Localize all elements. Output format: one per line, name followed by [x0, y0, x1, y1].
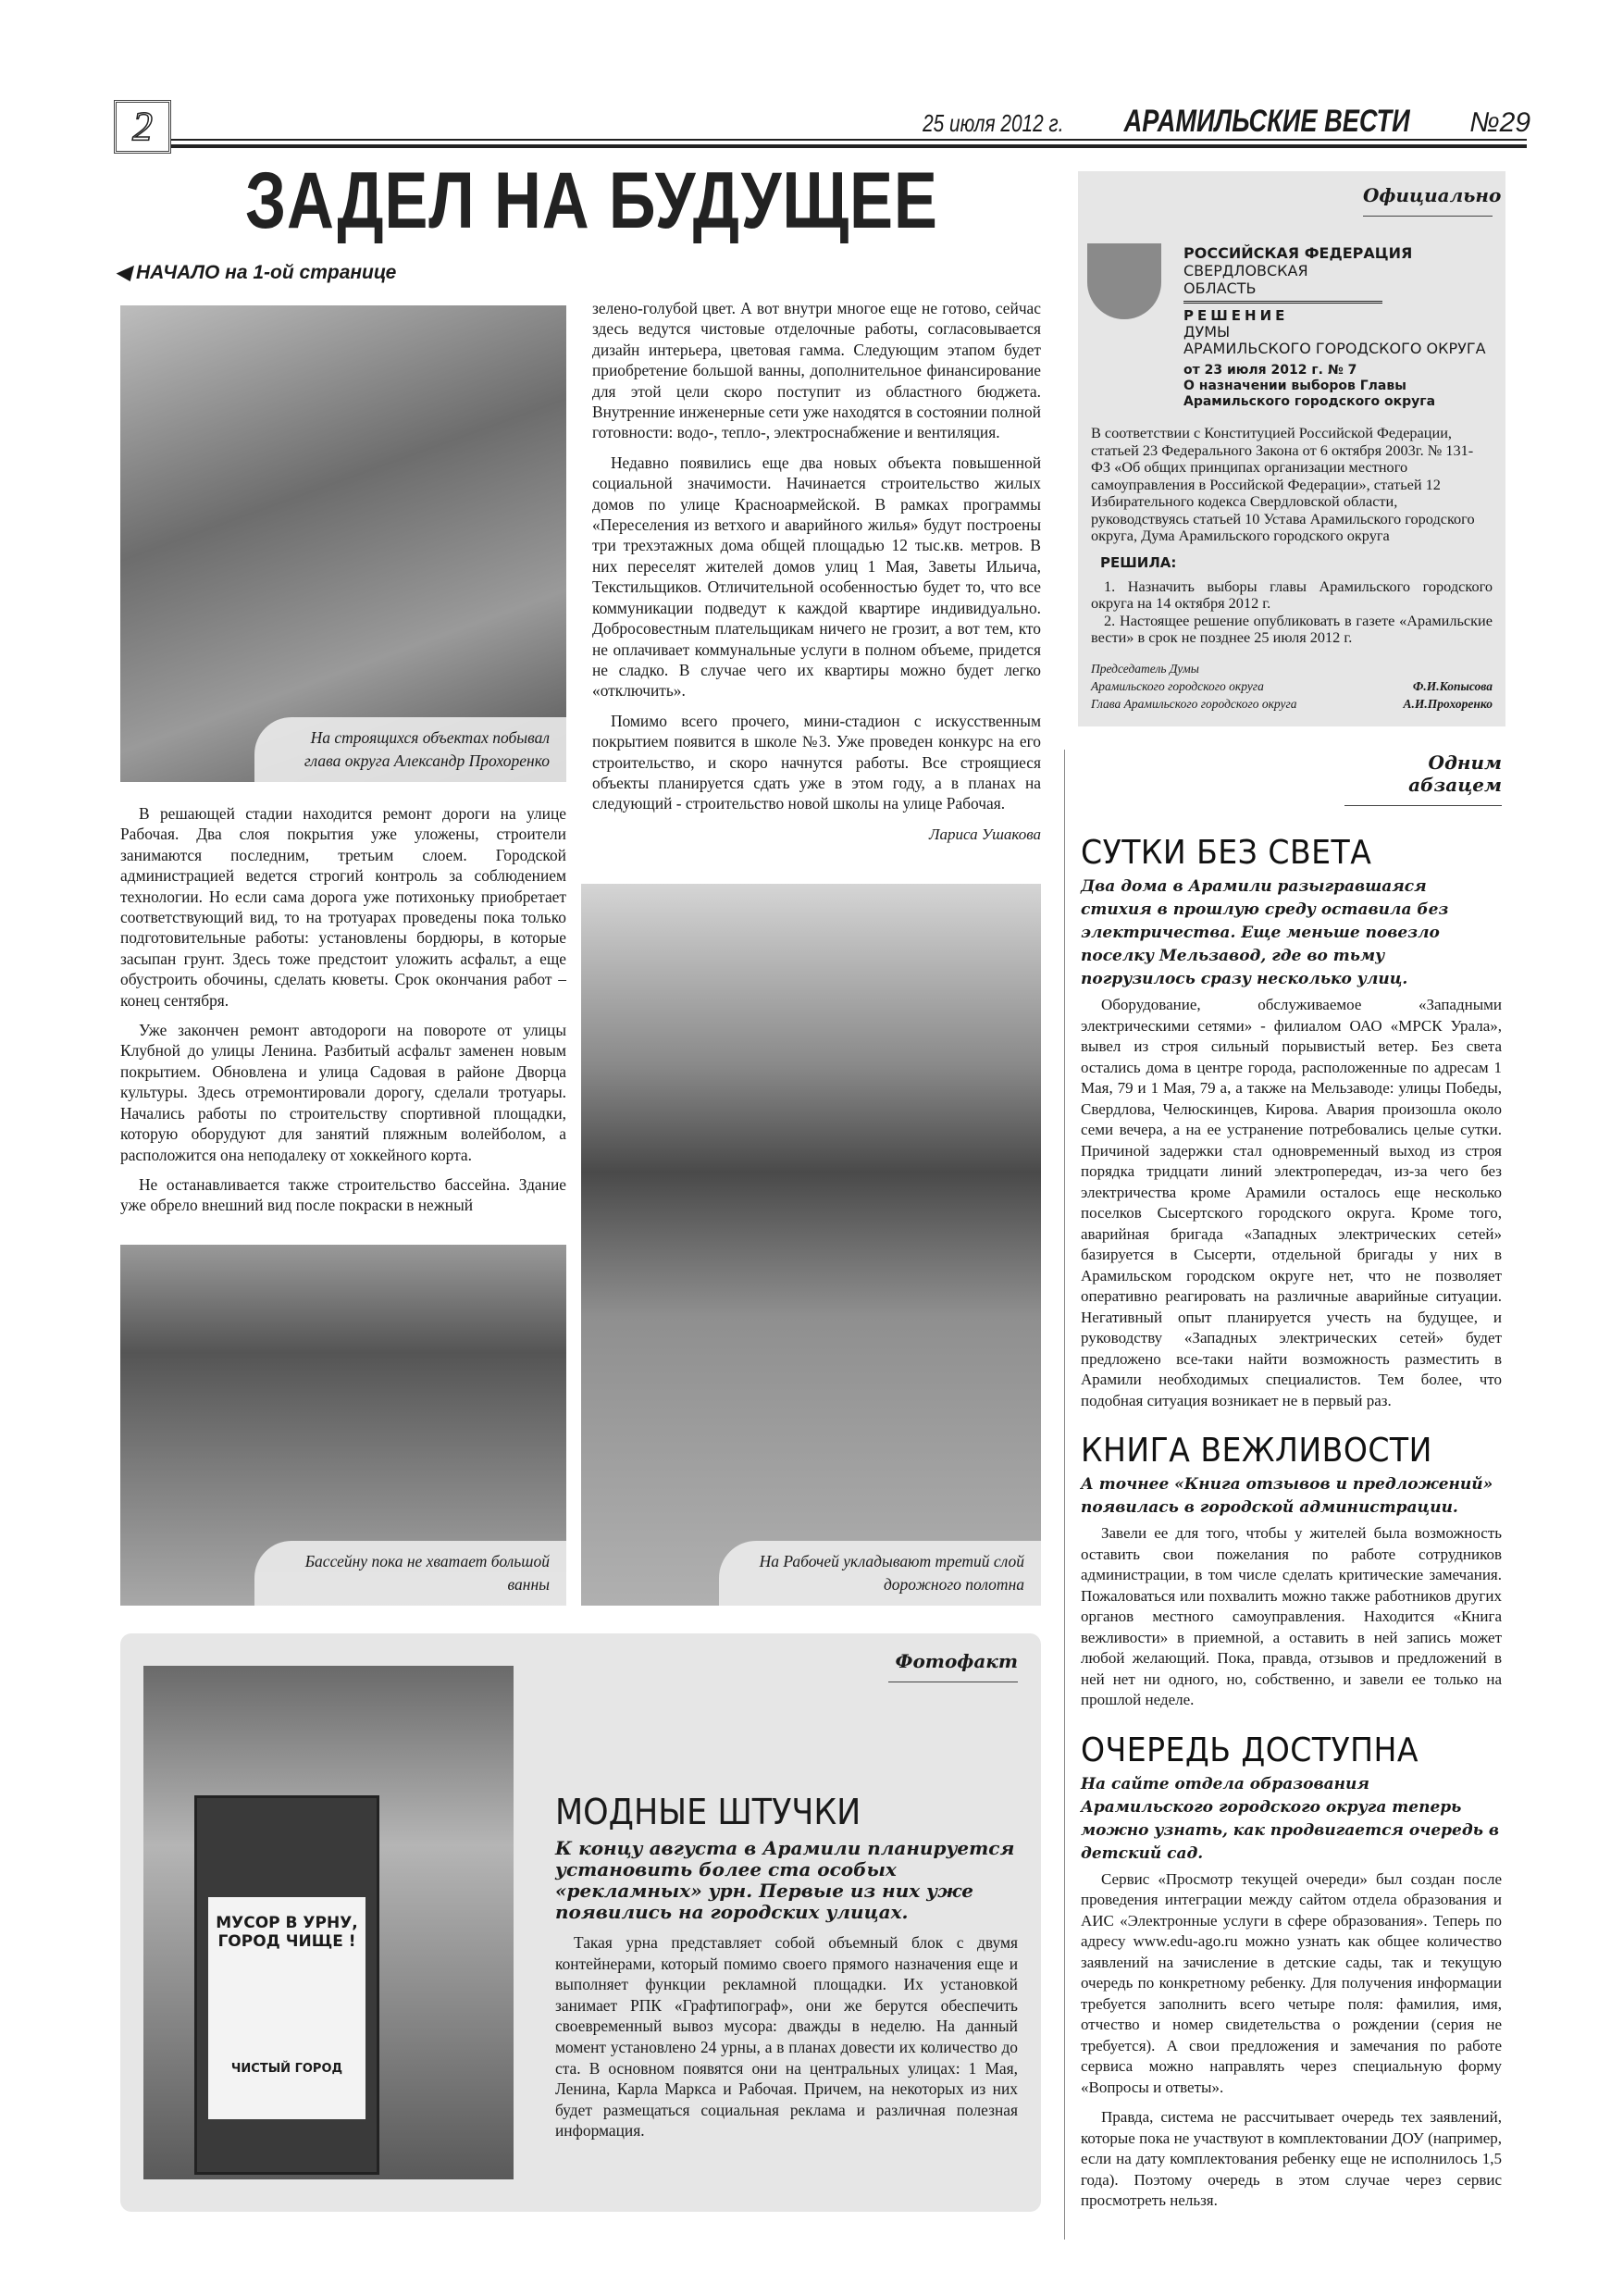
- byline: Лариса Ушакова: [929, 825, 1041, 843]
- photo-caption: Бассейну пока не хватает большой ванны: [254, 1541, 566, 1606]
- doc-date: от 23 июля 2012 г. № 7: [1183, 363, 1357, 378]
- doc-type: РЕШЕНИЕ: [1183, 307, 1289, 324]
- doc-body: ДУМЫ: [1183, 323, 1231, 341]
- brief-lead: На сайте отдела образования Арамильского городского округа теперь можно узнать, как продвигается очередь в детский сад.: [1081, 1774, 1499, 1863]
- photo-caption: На Рабочей укладывают третий слой дорожного полотна: [719, 1541, 1041, 1606]
- urn-sign-text-2: ЧИСТЫЙ ГОРОД: [230, 2062, 343, 2076]
- brief-title: ОЧЕРЕДЬ ДОСТУПНА: [1081, 1731, 1419, 1769]
- article-column-1: [120, 803, 566, 1216]
- country: РОССИЙСКАЯ ФЕДЕРАЦИЯ: [1183, 244, 1413, 262]
- column-divider: [1064, 750, 1065, 2240]
- brief-title: КНИГА ВЕЖЛИВОСТИ: [1081, 1432, 1432, 1470]
- rubric-label: Фотофакт: [888, 1650, 1018, 1682]
- photo-urn: [143, 1666, 514, 2179]
- masthead: [887, 104, 1530, 140]
- preamble: В соответствии с Конституцией Российской Федерации, статьей 23 Федерального Закона от 6 октября 2003г. № 131-ФЗ «Об общих принципах организации местного самоуправления в Российской Федерации», статьей 12 Избирательного кодекса Свердловской области, руководствуясь статьей 10 Устава Арамильского городского округа, Дума Арамильского городского округа: [1091, 424, 1475, 544]
- coat-of-arms-icon: [1087, 243, 1161, 319]
- brief-item: [1081, 1731, 1502, 2212]
- continued-from: ◀ НАЧАЛО на 1-ой странице: [116, 262, 397, 283]
- paragraph: Оборудование, обслуживаемое «Западными электрическими сетями» - филиалом ОАО «МРСК Урала», вывел из строя сильный порывистый ветер. Без света остались дома в центре города, расположенные по адресам 1 Мая, 79 и 1 Мая, 79 а, а также на Мельзаводе: улицы Победы, Свердлова, Челюскинцев, Кирова. Авария произошла около семи вечера, а на ее устранение потребовались целые сутки. Причиной задержки стал одновременный выход из строя порядка тридцати линий электропередач, из-за чего без электричества кроме Арамили осталось еще несколько поселков Сысертского городского округа. Кроме того, аварийная бригада «Западных электрических сетей» базируется в Сысерти, отдельной бригады у них в Арамильском городском округе нет, что не позволяет оперативно реагировать на различные аварийные ситуации. Негативный опыт планируется учесть на будущее, и руководству «Западных электрических сетей» будет предложено все-таки найти возможность разместить в Арамили необходимых специалистов. Тем более, что подобная ситуация возникает не в первый раз.: [1081, 996, 1502, 1409]
- briefs-section: [1081, 751, 1502, 2212]
- article-column-2: [592, 298, 1041, 844]
- header-rule: [171, 139, 1527, 148]
- rubric-label: Официально: [1363, 184, 1493, 217]
- photo-officials: [120, 305, 566, 782]
- paragraph: Завели ее для того, чтобы у жителей была возможность оставить свои пожелания по работе сотрудников администрации, в том числе сделать критические замечания. Пожаловаться или похвалить можно также работников других органов местного самоуправления. Находится «Книга вежливости» в приемной, а оставить в ней запись может любой желающий. Пока, правда, отзывов и предложений в ней нет ни одного, но, собственно, и завели ее только на прошлой неделе.: [1081, 1524, 1502, 1708]
- paragraph: Правда, система не рассчитывает очередь тех заявлений, которые пока не участвуют в комплектовании ДОУ (например, если на дату комплектования ребенку еще не исполнилось 1,5 года). Поэтому очередь в этом случае через сервис просмотреть нельзя.: [1081, 2108, 1502, 2209]
- brief-lead: Два дома в Арамили разыгравшаяся стихия в прошлую среду оставила без электричества. Еще меньше повезло поселку Мельзавод, где во тьму погрузилось сразу несколько улиц.: [1081, 877, 1449, 988]
- photofact-lead: К концу августа в Арамили планируется установить более ста особых «рекламных» урн. Первые из них уже появились на городских улицах.: [555, 1837, 1015, 1923]
- photo-road: [581, 884, 1041, 1606]
- paragraph: Уже закончен ремонт автодороги на повороте от улицы Клубной до улицы Ленина. Разбитый асфальт заменен новым покрытием. Обновлена и улица Садовая в районе Дворца культуры. Здесь отремонтировали дорогу, сделали тротуары. Начались работы по строительству спортивной площадки, которую оборудуют для занятий пляжным волейболом, а расположится она неподалеку от хоккейного корта.: [120, 1021, 566, 1164]
- paper-name: АРАМИЛЬСКИЕ ВЕСТИ: [1123, 104, 1410, 139]
- doc-subject: О назначении выборов Главы Арамильского городского округа: [1183, 379, 1436, 409]
- paragraph: Не останавливается также строительство бассейна. Здание уже обрело внешний вид после покраски в нежный: [120, 1174, 566, 1215]
- article-title: ЗАДЕЛ НА БУДУЩЕЕ: [245, 156, 938, 245]
- brief-item: [1081, 1432, 1502, 1711]
- signature-title: Председатель Думы: [1091, 661, 1199, 676]
- paragraph: Недавно появились еще два новых объекта повышенной социальной значимости. Начинается строительство жилых домов по улице Красноармейской. В рамках программы «Переселения из ветхого и аварийного жилья» будут построены три трехэтажных дома общей площадью 12 тыс.кв. метров. В них переселят жителей домов улиц 1 Мая, Заветы Ильича, Текстильщиков. Отличительной особенностью будет то, что все коммуникации подведут к каждой квартире индивидуально. Добросовестным плательщикам ничего не грозит, а вот тем, кто не оплачивает коммунальные услуги в полном объеме, придется не сладко. В случае чего их квартиры можно будет легко «отключить».: [592, 453, 1041, 701]
- issue-number: №29: [1469, 107, 1530, 138]
- urn-sign: [208, 1897, 365, 2119]
- resolved: РЕШИЛА:: [1100, 553, 1177, 571]
- paragraph: В решающей стадии находится ремонт дороги на улице Рабочая. Два слоя покрытия уже уложены, строители занимаются последним, третьим слоем. Городской администрацией ведется строгий контроль за соблюдением технологии. Но если сама дорога уже потихоньку приобретает соответствующий вид, то на тротуарах проведены пока только подготовительные работы: установлены бордюры, в которые засыпан грунт. Здесь тоже предстоит уложить асфальт, а еще обустроить обочины, сделать кюветы. Срок окончания работ – конец сентября.: [120, 804, 566, 1010]
- signature-title: Арамильского городского округа: [1091, 678, 1264, 693]
- signature-name: А.И.Прохоренко: [1403, 696, 1493, 711]
- region: СВЕРДЛОВСКАЯ ОБЛАСТЬ: [1183, 262, 1382, 304]
- doc-org: АРАМИЛЬСКОГО ГОРОДСКОГО ОКРУГА: [1183, 340, 1486, 357]
- brief-title: СУТКИ БЕЗ СВЕТА: [1081, 834, 1372, 872]
- point: 2. Настоящее решение опубликовать в газете «Арамильские вести» в срок не позднее 25 июля 2012 г.: [1091, 611, 1493, 646]
- photofact-title: МОДНЫЕ ШТУЧКИ: [555, 1792, 861, 1832]
- paragraph: Помимо всего прочего, мини-стадион с искусственным покрытием появится в школе №3. Уже проведен конкурс на его строительство, и скоро начнутся работы. Все строящиеся объекты планируется сдать уже в этом году, а в планах на следующий - строительство новой школы на улице Рабочая.: [592, 711, 1041, 813]
- paragraph: Сервис «Просмотр текущей очереди» был создан после проведения интеграции между сайтом отдела образования и АИС «Электронные услуги в сфере образования». Теперь по адресу www.edu-ago.ru можно узнать как общее количество заявлений на зачисление в детские сады, так и текущую очередь по конкретному ребенку. Для получения информации требуется заполнить всего четыре поля: фамилия, имя, отчество и номер свидетельства о рождении (серия не требуется). А свои предложения и замечания по работе сервиса можно направлять через специальную форму «Вопросы и ответы».: [1081, 1869, 1502, 2096]
- page-number: 2: [114, 100, 171, 154]
- point: 1. Назначить выборы главы Арамильского городского округа на 14 октября 2012 г.: [1091, 577, 1493, 612]
- signature-name: Ф.И.Копысова: [1412, 678, 1493, 693]
- issue-date: 25 июля 2012 г.: [923, 109, 1064, 137]
- urn-sign-text: МУСОР В УРНУ, ГОРОД ЧИЩЕ !: [216, 1914, 358, 1951]
- official-notice: [1078, 171, 1505, 726]
- brief-lead: А точнее «Книга отзывов и предложений» появилась в городской администрации.: [1081, 1475, 1493, 1517]
- photo-pool: [120, 1245, 566, 1606]
- paragraph: зелено-голубой цвет. А вот внутри многое еще не готово, сейчас здесь ведутся чистовые отделочные работы, согласовывается дизайн интерьера, цветовая гамма. Следующим этапом будет приобретение большой ванны, дополнительное финансирование для этой цели скоро поступит из областного бюджета. Внутренние инженерные сети уже находятся в состоянии полной готовности: водо-, тепло-, электроснабжение и вентиляция.: [592, 299, 1041, 442]
- photo-caption: На строящихся объектах побывал глава округа Александр Прохоренко: [254, 717, 566, 782]
- brief-item: [1081, 834, 1502, 1411]
- signature-title: Глава Арамильского городского округа: [1091, 696, 1297, 711]
- paragraph: Такая урна представляет собой объемный блок с двумя контейнерами, который помимо своего прямого назначения еще и выполняет функции рекламной площадки. Их установкой занимает РПК «Графтипограф», они же берутся обеспечить своевременный вывоз мусора: дважды в неделю. На данный момент установлено 24 урны, а в планах довести их количество до ста. В основном появятся они на центральных улицах: 1 Мая, Ленина, Карла Маркса и Рабочая. Причем, на некоторых из них будет размещаться социальная реклама и различная полезная информация.: [555, 1933, 1018, 2141]
- rubric-label: Одним абзацем: [1344, 751, 1502, 806]
